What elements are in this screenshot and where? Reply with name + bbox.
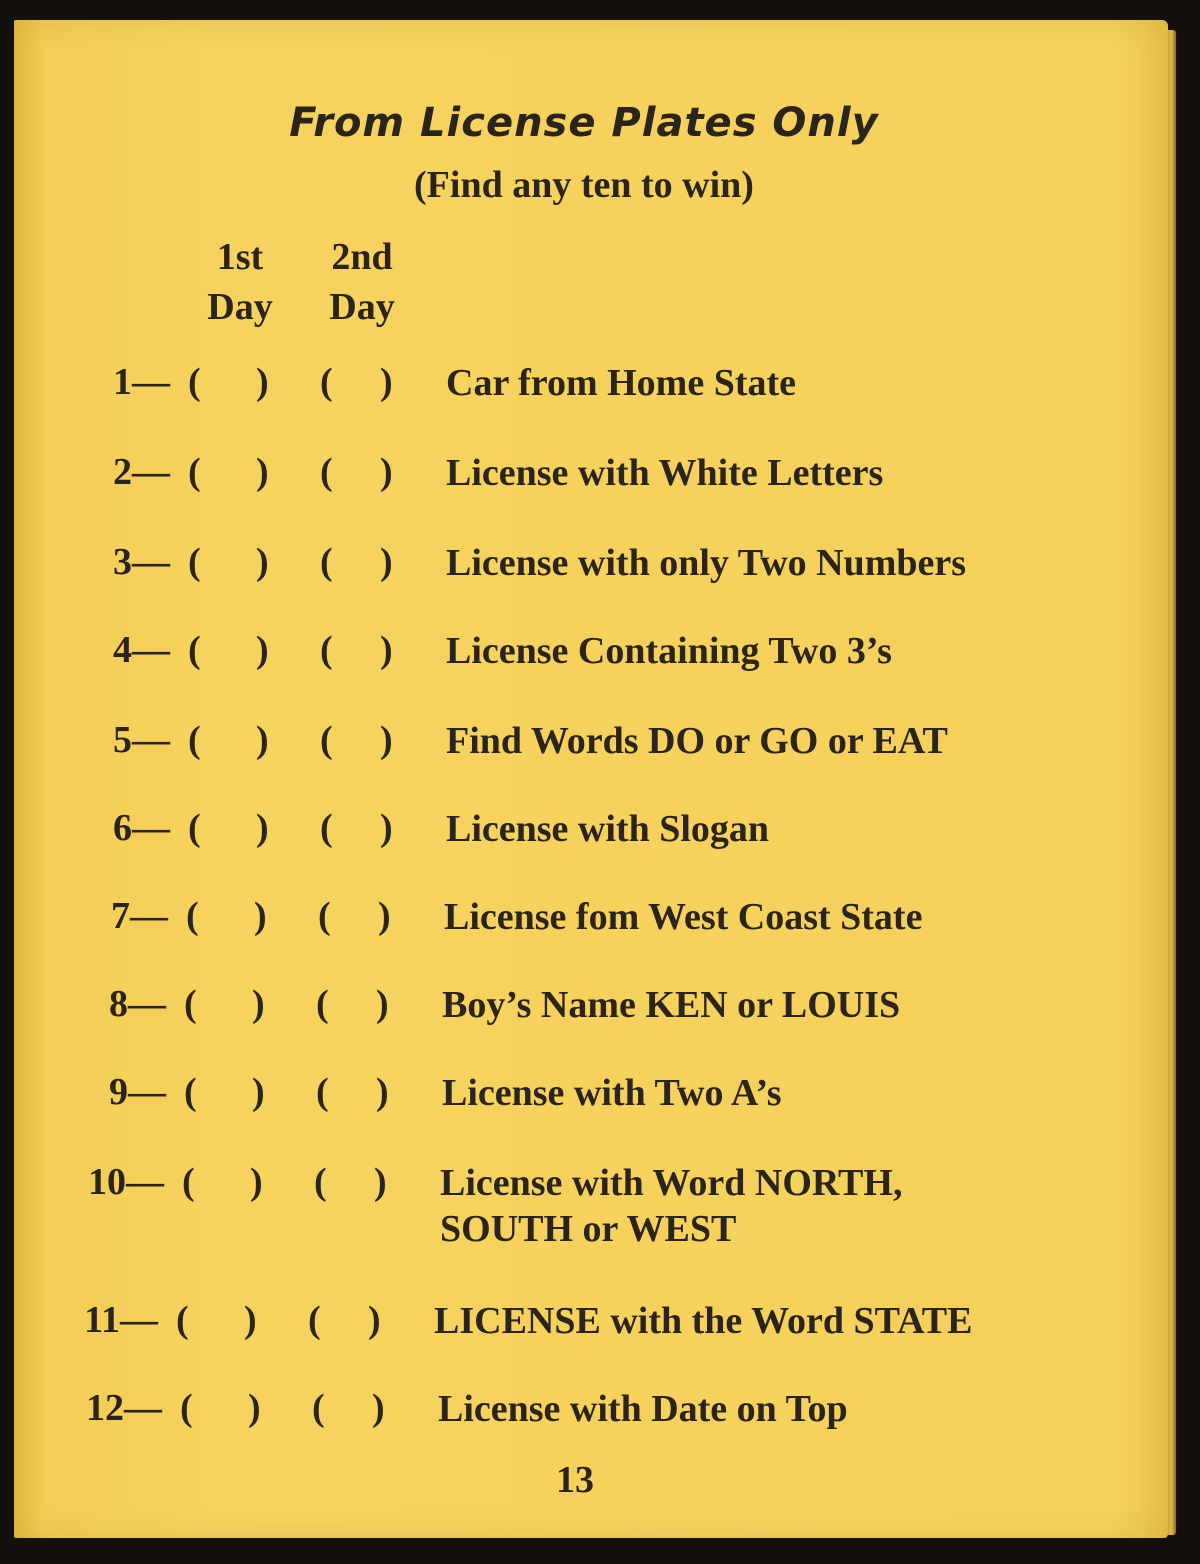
checkbox-2nd-day-open[interactable]: ( [320, 361, 333, 403]
item-description-line1: License with Two A’s [442, 1072, 782, 1114]
item-number: 7— [111, 895, 168, 937]
checkbox-2nd-day-open[interactable]: ( [316, 1071, 329, 1113]
item-description [442, 982, 900, 1028]
checkbox-1st-day-close[interactable]: ) [252, 1071, 265, 1113]
checkbox-2nd-day-open[interactable]: ( [320, 719, 333, 761]
checkbox-1st-day-open[interactable]: ( [188, 451, 201, 493]
checkbox-2nd-day-open[interactable]: ( [308, 1299, 321, 1341]
item-description [444, 894, 922, 940]
checkbox-2nd-day-close[interactable]: ) [374, 1161, 387, 1203]
checkbox-2nd-day-open[interactable]: ( [316, 983, 329, 1025]
checkbox-1st-day-close[interactable]: ) [256, 719, 269, 761]
column-header-1st-day [190, 232, 290, 332]
checkbox-1st-day-close[interactable]: ) [244, 1299, 257, 1341]
item-description-line1: License with Word NORTH, [440, 1162, 903, 1204]
checkbox-2nd-day-open[interactable]: ( [314, 1161, 327, 1203]
item-description [438, 1386, 848, 1432]
checkbox-2nd-day-close[interactable]: ) [380, 719, 393, 761]
item-description [446, 806, 769, 852]
checkbox-1st-day-open[interactable]: ( [186, 895, 199, 937]
checkbox-1st-day-close[interactable]: ) [248, 1387, 261, 1429]
item-description-line1: Boy’s Name KEN or LOUIS [442, 984, 901, 1026]
item-description-line1: License with Date on Top [438, 1388, 848, 1430]
checkbox-1st-day-open[interactable]: ( [188, 629, 201, 671]
item-description-line1: License fom West Coast State [444, 896, 923, 938]
column-header-1st-line2: Day [207, 286, 273, 328]
item-number: 11— [84, 1299, 158, 1341]
page-number: 13 [556, 1459, 594, 1501]
item-description [446, 628, 892, 674]
item-description-line1: Car from Home State [446, 362, 796, 404]
column-header-2nd-line2: Day [329, 286, 395, 328]
checkbox-1st-day-open[interactable]: ( [184, 983, 197, 1025]
checkbox-2nd-day-close[interactable]: ) [380, 629, 393, 671]
item-number: 9— [109, 1071, 166, 1113]
checkbox-2nd-day-open[interactable]: ( [318, 895, 331, 937]
item-number: 2— [113, 451, 170, 493]
item-description-line1: LICENSE with the Word STATE [434, 1300, 973, 1342]
checkbox-1st-day-open[interactable]: ( [188, 541, 201, 583]
checkbox-2nd-day-close[interactable]: ) [372, 1387, 385, 1429]
item-number: 1— [113, 361, 170, 403]
item-number: 12— [86, 1387, 162, 1429]
item-description-line1: License Containing Two 3’s [446, 630, 892, 672]
checkbox-1st-day-close[interactable]: ) [256, 451, 269, 493]
column-header-1st-line1: 1st [216, 236, 264, 278]
checkbox-2nd-day-close[interactable]: ) [380, 361, 393, 403]
item-description [446, 360, 796, 406]
checkbox-2nd-day-open[interactable]: ( [320, 629, 333, 671]
checkbox-2nd-day-close[interactable]: ) [376, 983, 389, 1025]
page-edge [1168, 30, 1176, 1535]
checkbox-1st-day-close[interactable]: ) [252, 983, 265, 1025]
item-description [434, 1298, 972, 1344]
item-number: 4— [113, 629, 170, 671]
item-description [446, 450, 883, 496]
checkbox-1st-day-open[interactable]: ( [188, 719, 201, 761]
item-number: 3— [113, 541, 170, 583]
item-description [442, 1070, 782, 1116]
checkbox-1st-day-open[interactable]: ( [184, 1071, 197, 1113]
checkbox-1st-day-open[interactable]: ( [188, 807, 201, 849]
checkbox-2nd-day-open[interactable]: ( [320, 541, 333, 583]
checkbox-1st-day-open[interactable]: ( [176, 1299, 189, 1341]
checkbox-2nd-day-close[interactable]: ) [380, 451, 393, 493]
checkbox-2nd-day-open[interactable]: ( [312, 1387, 325, 1429]
item-number: 6— [113, 807, 170, 849]
checkbox-1st-day-close[interactable]: ) [256, 541, 269, 583]
checkbox-2nd-day-close[interactable]: ) [380, 807, 393, 849]
item-number: 10— [88, 1161, 164, 1203]
checkbox-1st-day-close[interactable]: ) [250, 1161, 263, 1203]
item-number: 5— [113, 719, 170, 761]
checkbox-1st-day-close[interactable]: ) [256, 629, 269, 671]
checkbox-1st-day-close[interactable]: ) [256, 807, 269, 849]
item-description-line1: License with White Letters [446, 452, 884, 494]
item-description-line1: License with only Two Numbers [446, 542, 967, 584]
item-description-line1: License with Slogan [446, 808, 770, 850]
checkbox-2nd-day-open[interactable]: ( [320, 807, 333, 849]
column-header-2nd-line1: 2nd [331, 236, 393, 278]
checkbox-2nd-day-close[interactable]: ) [376, 1071, 389, 1113]
checkbox-1st-day-close[interactable]: ) [256, 361, 269, 403]
item-description [446, 540, 966, 586]
item-description-line2: SOUTH or WEST [440, 1208, 737, 1250]
checkbox-2nd-day-open[interactable]: ( [320, 451, 333, 493]
item-description [446, 718, 948, 764]
item-description-line1: Find Words DO or GO or EAT [446, 720, 948, 762]
item-number: 8— [109, 983, 166, 1025]
checkbox-1st-day-open[interactable]: ( [188, 361, 201, 403]
checkbox-2nd-day-close[interactable]: ) [380, 541, 393, 583]
page-subtitle: (Find any ten to win) [414, 164, 754, 206]
column-header-2nd-day [312, 232, 412, 332]
checkbox-1st-day-close[interactable]: ) [254, 895, 267, 937]
checkbox-2nd-day-close[interactable]: ) [378, 895, 391, 937]
checkbox-1st-day-open[interactable]: ( [182, 1161, 195, 1203]
checkbox-2nd-day-close[interactable]: ) [368, 1299, 381, 1341]
page-title: From License Plates Only [289, 100, 879, 146]
item-description [440, 1160, 902, 1252]
checkbox-1st-day-open[interactable]: ( [180, 1387, 193, 1429]
